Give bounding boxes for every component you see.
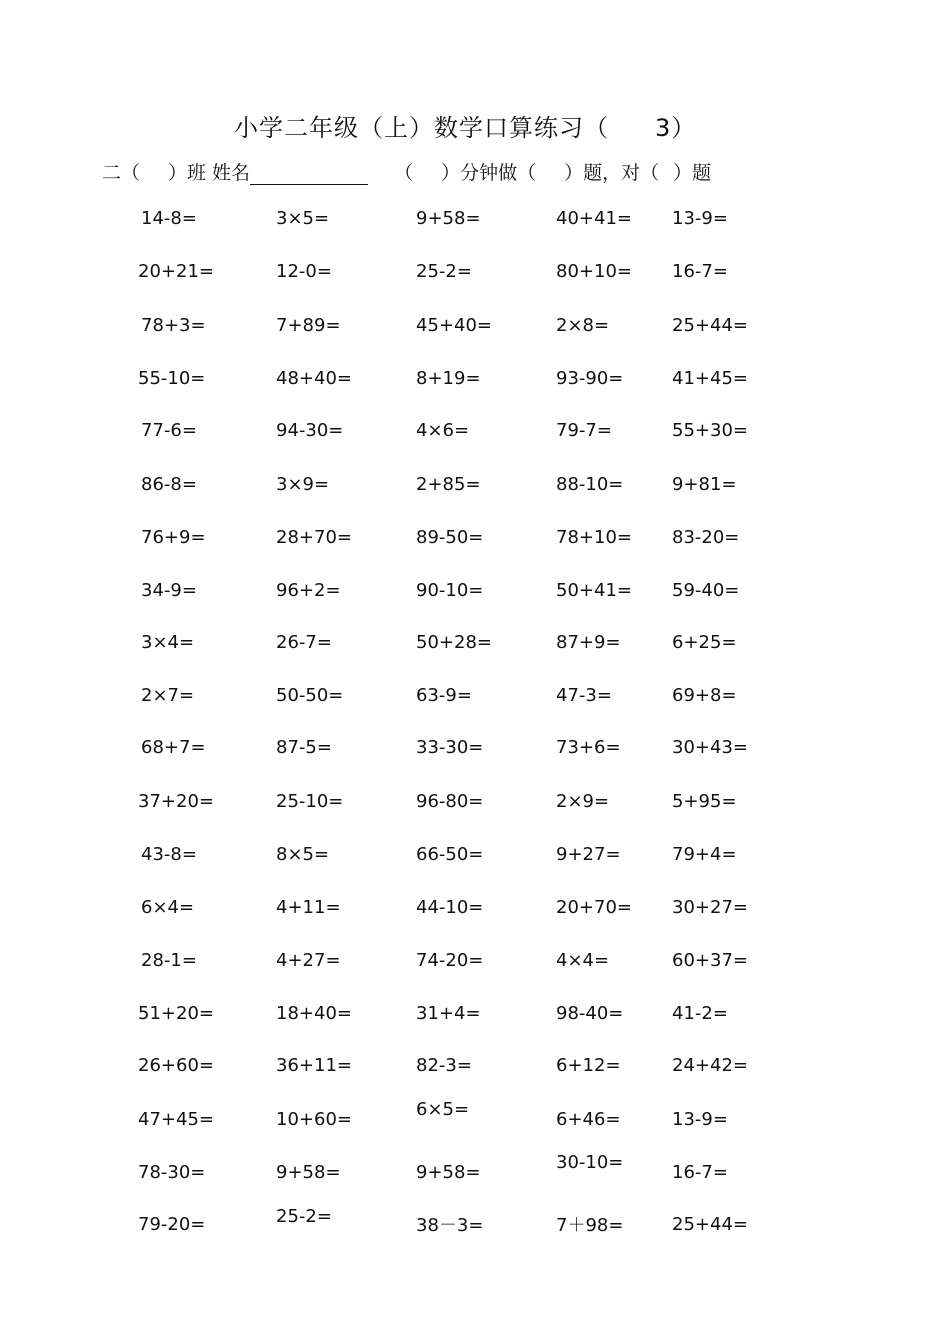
problem-item: 9+27= [556, 844, 621, 865]
problem-item: 73+6= [556, 737, 621, 758]
correct-label: ）题 [673, 162, 712, 184]
problem-item: 89-50= [416, 527, 484, 548]
grade-label: 二（ [102, 162, 141, 184]
problem-item: 87+9= [556, 632, 621, 653]
problem-item: 90-10= [416, 580, 484, 601]
problem-item: 55-10= [138, 368, 206, 389]
problem-item: 60+37= [672, 950, 748, 971]
problem-item: 28-1= [141, 950, 197, 971]
problem-item: 9+58= [276, 1162, 341, 1183]
problem-item: 8×5= [276, 844, 330, 865]
problem-item: 8+19= [416, 368, 481, 389]
problem-item: 74-20= [416, 950, 484, 971]
problem-item: 41+45= [672, 368, 748, 389]
problem-item: 34-9= [141, 580, 197, 601]
problem-item: 6+25= [672, 632, 737, 653]
problem-item: 10+60= [276, 1109, 352, 1130]
title-text: 小学二年级（上）数学口算练习（ [234, 114, 609, 142]
problem-item: 26-7= [276, 632, 332, 653]
problem-item: 69+8= [672, 685, 737, 706]
problem-item: 9+58= [416, 208, 481, 229]
problem-item: 79-20= [138, 1214, 206, 1235]
problem-item: 6×4= [141, 897, 195, 918]
problem-item: 2×7= [141, 685, 195, 706]
problem-item: 9+81= [672, 474, 737, 495]
problem-item: 80+10= [556, 261, 632, 282]
problem-item: 14-8= [141, 208, 197, 229]
problem-item: 50+41= [556, 580, 632, 601]
problem-item: 88-10= [556, 474, 624, 495]
problem-item: 37+20= [138, 791, 214, 812]
problem-item: 63-9= [416, 685, 472, 706]
name-blank [250, 166, 368, 185]
problem-item: 3×9= [276, 474, 330, 495]
problem-item: 66-50= [416, 844, 484, 865]
problem-item: 20+21= [138, 261, 214, 282]
problem-item: 77-6= [141, 420, 197, 441]
problem-item: 16-7= [672, 1162, 728, 1183]
problem-item: 50+28= [416, 632, 492, 653]
problem-item: 86-8= [141, 474, 197, 495]
student-info-line [102, 158, 711, 185]
problem-item: 2+85= [416, 474, 481, 495]
problem-item: 87-5= [276, 737, 332, 758]
problem-item: 7＋98= [556, 1215, 624, 1236]
problem-item: 43-8= [141, 844, 197, 865]
problem-item: 82-3= [416, 1055, 472, 1076]
problem-item: 33-30= [416, 737, 484, 758]
problem-item: 13-9= [672, 1109, 728, 1130]
problem-item: 30+27= [672, 897, 748, 918]
problem-item: 25+44= [672, 315, 748, 336]
problem-item: 30+43= [672, 737, 748, 758]
problem-item: 45+40= [416, 315, 492, 336]
minutes-label: ）分钟做（ [441, 162, 537, 184]
problem-item: 25-2= [276, 1206, 332, 1227]
problem-item: 59-40= [672, 580, 740, 601]
problem-item: 94-30= [276, 420, 344, 441]
problem-item: 25-10= [276, 791, 344, 812]
problem-item: 40+41= [556, 208, 632, 229]
problem-item: 50-50= [276, 685, 344, 706]
problem-item: 78+3= [141, 315, 206, 336]
problem-item: 68+7= [141, 737, 206, 758]
problem-item: 79+4= [672, 844, 737, 865]
problem-item: 7+89= [276, 315, 341, 336]
problem-item: 12-0= [276, 261, 332, 282]
problem-item: 36+11= [276, 1055, 352, 1076]
problem-item: 13-9= [672, 208, 728, 229]
problem-item: 79-7= [556, 420, 612, 441]
problem-item: 9+58= [416, 1162, 481, 1183]
problem-item: 2×8= [556, 315, 610, 336]
time-open: （ [394, 162, 414, 184]
problem-item: 6+46= [556, 1109, 621, 1130]
problem-item: 3×4= [141, 632, 195, 653]
problem-item: 78-30= [138, 1162, 206, 1183]
problem-item: 76+9= [141, 527, 206, 548]
problem-item: 6+12= [556, 1055, 621, 1076]
problem-item: 31+4= [416, 1003, 481, 1024]
problem-item: 78+10= [556, 527, 632, 548]
problem-item: 38－3= [416, 1215, 484, 1236]
done-label: ）题，对（ [564, 162, 660, 184]
problem-item: 4+27= [276, 950, 341, 971]
problem-item: 4×4= [556, 950, 610, 971]
problem-item: 18+40= [276, 1003, 352, 1024]
title-number: 3） [655, 114, 697, 142]
problem-item: 4×6= [416, 420, 470, 441]
problem-item: 26+60= [138, 1055, 214, 1076]
problem-item: 28+70= [276, 527, 352, 548]
problem-item: 25+44= [672, 1214, 748, 1235]
problem-item: 41-2= [672, 1003, 728, 1024]
problem-item: 6×5= [416, 1099, 470, 1120]
problem-item: 96-80= [416, 791, 484, 812]
problem-item: 3×5= [276, 208, 330, 229]
page-title [234, 108, 696, 143]
problem-item: 83-20= [672, 527, 740, 548]
problem-item: 48+40= [276, 368, 352, 389]
problem-item: 25-2= [416, 261, 472, 282]
problem-item: 51+20= [138, 1003, 214, 1024]
class-name-label: ）班 姓名 [168, 162, 251, 184]
problem-item: 5+95= [672, 791, 737, 812]
problem-item: 16-7= [672, 261, 728, 282]
problem-item: 47-3= [556, 685, 612, 706]
problem-item: 2×9= [556, 791, 610, 812]
problem-item: 30-10= [556, 1152, 624, 1173]
problem-item: 44-10= [416, 897, 484, 918]
problem-item: 20+70= [556, 897, 632, 918]
problem-item: 24+42= [672, 1055, 748, 1076]
problem-item: 98-40= [556, 1003, 624, 1024]
problem-item: 93-90= [556, 368, 624, 389]
problem-item: 4+11= [276, 897, 341, 918]
problem-item: 47+45= [138, 1109, 214, 1130]
problem-item: 55+30= [672, 420, 748, 441]
problem-item: 96+2= [276, 580, 341, 601]
